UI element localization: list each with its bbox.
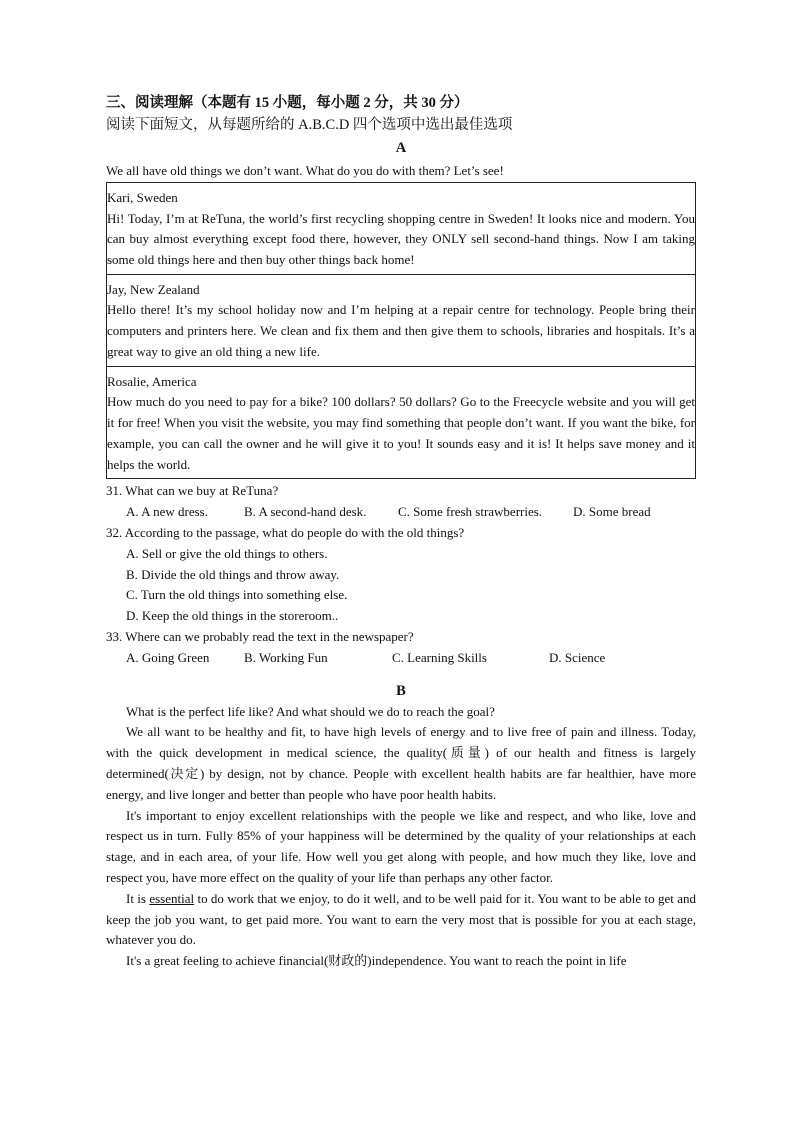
option-c: C. Learning Skills: [392, 649, 487, 665]
story-text: How much do you need to pay for a bike? 100 dollars? 50 dollars? Go to the Freecycle website and you will get it for free! When you visit the website, you may find something that people don’t want. If you want the bike, for example, you can call the owner and he will give it to you! It sounds easy and it is! It helps save money and it helps the world.: [107, 394, 695, 472]
question-33: [106, 627, 696, 669]
story-author: Kari, Sweden: [107, 190, 178, 205]
part-b-label: B: [396, 682, 406, 699]
paragraph-text: It is: [126, 890, 150, 906]
paragraph-text: to do work that we enjoy, to do it well, and to be well paid for it. You want to be able to get and keep the job you want, to get paid more. You want to earn the very most that is possible for you at each stage, whatever you do.: [106, 890, 696, 948]
section-instruction: 阅读下面短文，从每题所给的 A.B.C.D 四个选项中选出最佳选项: [106, 117, 513, 133]
question-stem: 33. Where can we probably read the text in the newspaper?: [106, 629, 414, 645]
passage-paragraph: It's a great feeling to achieve financial(财政的)independence. You want to reach the point in life: [126, 953, 627, 969]
story-author: Rosalie, America: [107, 373, 197, 389]
section-title: 三、阅读理解（本题有 15 小题，每小题 2 分，共 30 分）: [106, 95, 469, 111]
passage-paragraph: It's important to enjoy excellent relationships with the people we like and respect, and who like, love and respect us in turn. Fully 85% of your happiness will be determined by the quality of your relationships at each stage, and in each area, of your life. How well you get along with people, and how much they like, love and respect you, have more effect on the quality of your life than perhaps any other factor.: [106, 807, 696, 886]
passage-paragraph: We all want to be healthy and fit, to have high levels of energy and to live free of pain and illness. Today, with the quick development in medical science, the quality(质量) of our health and fitness is largely determined(决定) by design, not by chance. People with excellent health habits are far healthier, have more energy, and live longer and better than people who have poor health habits.: [106, 724, 696, 802]
exam-page: [106, 92, 696, 972]
question-32: [106, 523, 696, 627]
option-a: A. A new dress.: [126, 504, 208, 520]
question-31: [106, 481, 696, 523]
option-c: C. Some fresh strawberries.: [398, 504, 543, 520]
options-row: [106, 648, 696, 669]
options-row: [106, 502, 696, 523]
option-d: D. Keep the old things in the storeroom..: [126, 608, 339, 624]
option-a: A. Sell or give the old things to others.: [126, 545, 328, 561]
story-text: Hello there! It’s my school holiday now and I’m helping at a repair centre for technology. People bring their computers and printers here. We clean and fix them and then give them to schools, libraries and hospitals. It’s a great way to give an old thing a new life.: [107, 302, 695, 359]
story-author: Jay, New Zealand: [107, 281, 200, 297]
option-c: C. Turn the old things into something else.: [126, 587, 348, 603]
passage-paragraph: [106, 889, 696, 951]
question-stem: 32. According to the passage, what do people do with the old things?: [106, 525, 465, 541]
story-entry: [107, 183, 695, 274]
passage-paragraph: What is the perfect life like? And what should we do to reach the goal?: [126, 703, 495, 719]
story-text: Hi! Today, I’m at ReTuna, the world’s first recycling shopping centre in Sweden! It looks nice and modern. You can buy almost everything except food there, however, they ONLY sell second-hand things. Now I am taking some old things here and then buy other things back home!: [107, 210, 695, 268]
option-b: B. A second-hand desk.: [244, 504, 367, 520]
stories-box: [106, 182, 696, 479]
question-stem: 31. What can we buy at ReTuna?: [106, 483, 279, 499]
story-entry: [107, 366, 695, 479]
part-a-label: A: [395, 140, 407, 156]
underlined-word: essential: [149, 890, 195, 906]
option-d: D. Science: [549, 649, 606, 665]
option-b: B. Divide the old things and throw away.: [126, 566, 340, 582]
option-a: A. Going Green: [126, 649, 210, 665]
option-b: B. Working Fun: [244, 649, 328, 665]
part-a-lead: We all have old things we don’t want. What do you do with them? Let’s see!: [106, 163, 504, 178]
story-entry: [107, 274, 695, 366]
option-d: D. Some bread: [573, 504, 651, 520]
